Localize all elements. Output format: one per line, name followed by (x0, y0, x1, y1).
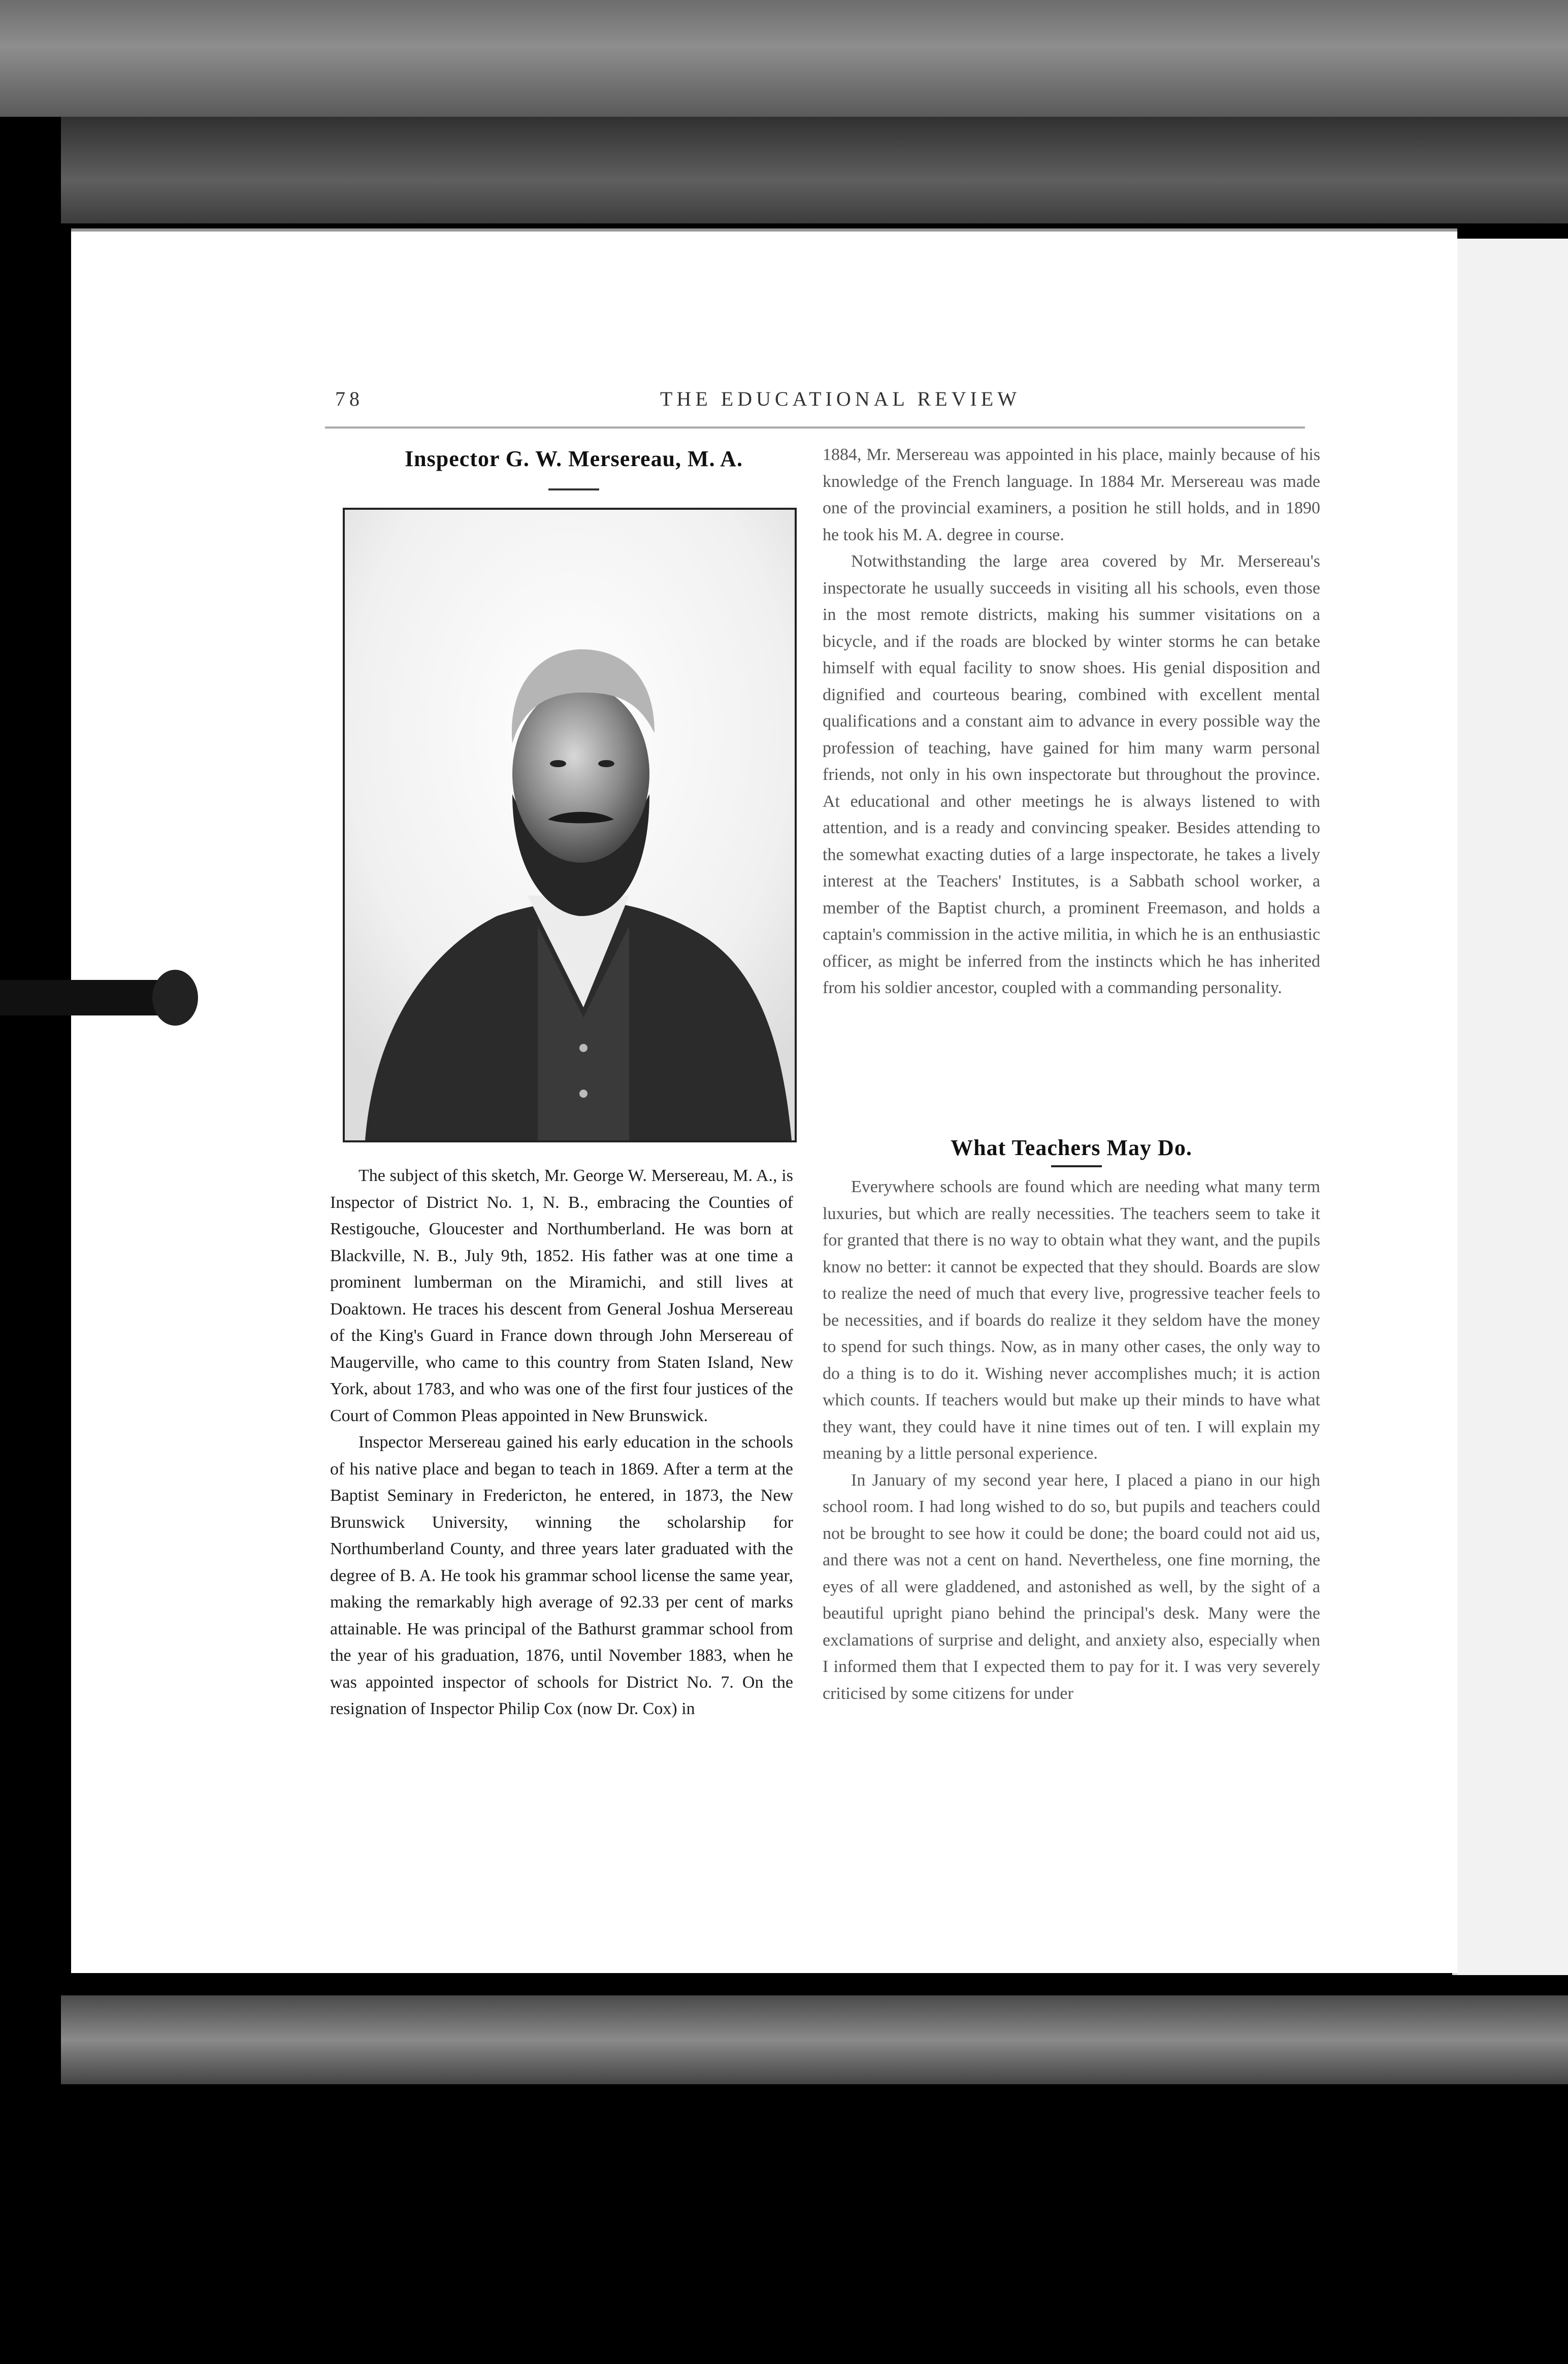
heading-rule (1051, 1165, 1102, 1167)
article-column (823, 1174, 1320, 1707)
scanner-background-shadow (61, 117, 1568, 223)
article-paragraph: Everywhere schools are found which are needing what many term luxuries, but which are really necessities. The teachers seem to take it for granted that there is no way to obtain what they want, and the pupils know no better: it cannot be expected that they should. Boards are slow to realize the need of much that every live, progressive teacher feels to be necessities, and if boards do realize it they seldom have the money to spend for such things. Now, as in many other cases, the only way to do a thing is to do it. Wishing never accomplishes much; it is action which counts. If teachers would but make up their minds to have what they want, they could have it nine times out of ten. I will explain my meaning by a little personal experience. (823, 1177, 1320, 1463)
scanner-background-top (0, 0, 1568, 117)
biography-paragraph: The subject of this sketch, Mr. George W. Mersereau, M. A., is Inspector of District No. 1, N. B., embracing the Counties of Restigouche, Gloucester and Northumberland. He was born at Blackville, N. B., July 9th, 1852. His father was at one time a prominent lumberman on the Miramichi, and still lives at Doaktown. He traces his descent from General Joshua Mersereau of the King's Guard in France down through John Mersereau of Maugerville, who came to this country from Staten Island, New York, about 1783, and who was one of the first four justices of the Court of Common Pleas appointed in New Brunswick. (330, 1166, 793, 1425)
header-rule (325, 426, 1305, 429)
heading-rule (548, 488, 599, 490)
running-head (335, 387, 1320, 422)
journal-title: THE EDUCATIONAL REVIEW (660, 387, 1021, 410)
page-number: 78 (335, 387, 364, 410)
scanner-left-gutter (0, 117, 61, 2084)
biography-heading: Inspector G. W. Mersereau, M. A. (405, 446, 743, 471)
binder-clip-ring (152, 970, 198, 1026)
scanner-background-bottom (61, 1995, 1568, 2084)
facing-page-edge (1452, 239, 1568, 1975)
portrait-illustration (345, 510, 795, 1140)
biography-continued-paragraph: 1884, Mr. Mersereau was appointed in his place, mainly because of his knowledge of the French language. In 1884 Mr. Mersereau was made one of the provincial examiners, a position he still holds, and in 1890 he took his M. A. degree in course. (823, 445, 1320, 544)
biography-continued-paragraph: Notwithstanding the large area covered by Mr. Mersereau's inspectorate he usually succeeds in visiting all his schools, even those in the most remote districts, making his summer visitations on a bicycle, and if the roads are blocked by winter storms he can betake himself with equal facility to snow shoes. His genial disposition and dignified and courteous bearing, combined with excellent mental qualifications and a constant aim to advance in every possible way the profession of teaching, have gained for him many warm personal friends, not only in his own inspectorate but throughout the province. At educational and other meetings he is always listened to with attention, and is a ready and convincing speaker. Besides attending to the somewhat exacting duties of a large inspectorate, he takes a lively interest at the Teachers' Institutes, is a Sabbath school worker, a member of the Baptist church, a prominent Freemason, and holds a captain's commission in the active militia, in which he is an enthusiastic officer, as might be inferred from the instincts which he has inherited from his soldier ancestor, coupled with a commanding personality. (823, 552, 1320, 997)
article-heading: What Teachers May Do. (951, 1135, 1192, 1160)
article-paragraph: In January of my second year here, I placed a piano in our high school room. I had long wished to do so, but pupils and teachers could not be brought to see how it could be done; the board could not aid us, and there was not a cent on hand. Nevertheless, one fine morning, the eyes of all were gladdened, and astonished as well, by the sight of a beautiful upright piano behind the principal's desk. Many were the exclamations of surprise and delight, and anxiety also, especially when I informed them that I expected them to pay for it. I was very severely criticised by some citizens for under (823, 1470, 1320, 1703)
biography-column-right (823, 442, 1320, 1002)
biography-paragraph: Inspector Mersereau gained his early education in the schools of his native place and began to teach in 1869. After a term at the Baptist Seminary in Fredericton, he entered, in 1873, the New Brunswick University, winning the scholarship for Northumberland County, and three years later graduated with the degree of B. A. He took his grammar school license the same year, making the remarkably high average of 92.33 per cent of marks attainable. He was principal of the Bathurst grammar school from the year of his graduation, 1876, until November 1883, when he was appointed inspector of schools for District No. 7. On the resignation of Inspector Philip Cox (now Dr. Cox) in (330, 1433, 793, 1718)
portrait-photo (343, 508, 797, 1142)
biography-column-left (330, 1163, 793, 1723)
